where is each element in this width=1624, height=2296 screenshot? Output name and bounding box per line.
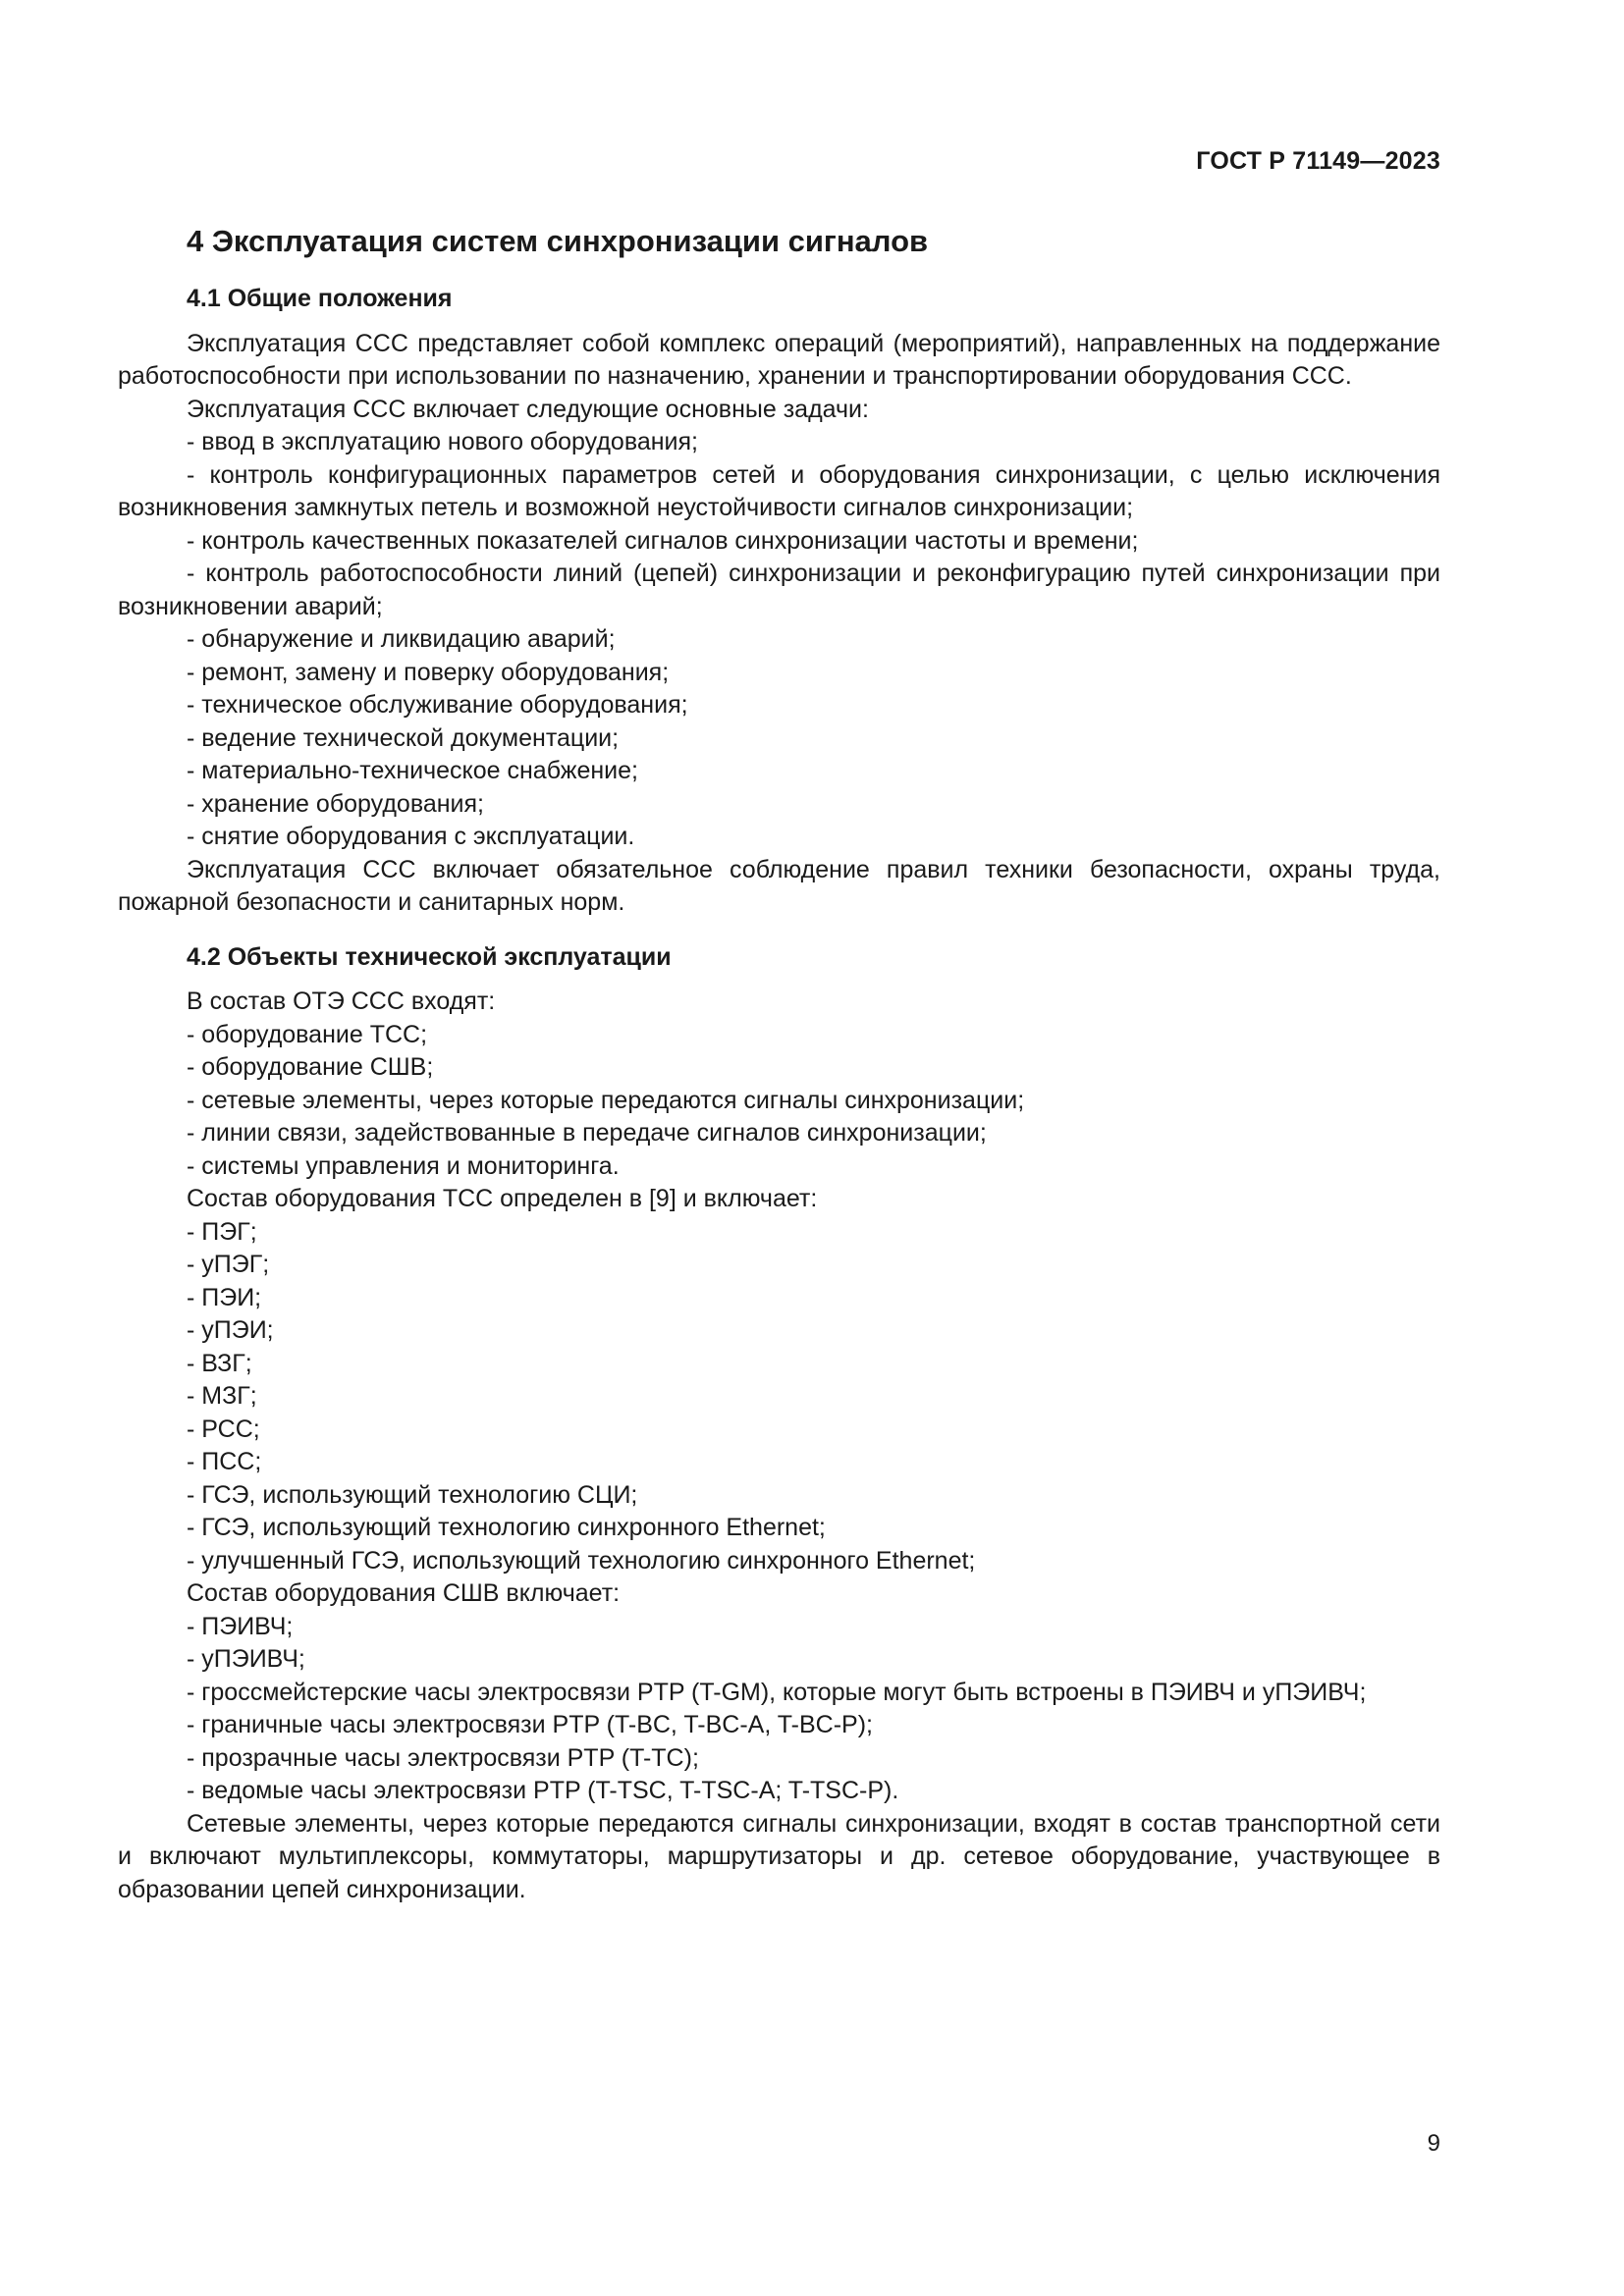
list-item: - ПЭГ; (187, 1217, 257, 1246)
list-item: - ведение технической документации; (187, 723, 620, 752)
list-item: - сетевые элементы, через которые передаются сигналы синхронизации; (187, 1086, 1025, 1114)
list-item: - оборудование СШВ; (187, 1053, 434, 1081)
paragraph: Эксплуатация ССС представляет собой комплекс операций (мероприятий), направленных на поддержание работоспособности при использовании по назначению, хранении и транспортировании оборудования ССС. (118, 329, 1440, 390)
paragraph: Сетевые элементы, через которые передаются сигналы синхронизации, входят в состав транспортной сети и включают мультиплексоры, коммутаторы, маршрутизаторы и др. сетевое оборудование, участвующее в образовании цепей синхронизации. (118, 1809, 1440, 1903)
list-item: - МЗГ; (187, 1382, 257, 1410)
paragraph: Эксплуатация ССС включает обязательное соблюдение правил техники безопасности, охраны труда, пожарной безопасности и санитарных норм. (118, 855, 1440, 916)
list-item: - ГСЭ, использующий технологию синхронного Ethernet; (187, 1514, 826, 1541)
section-4-2-title: 4.2 Объекты технической эксплуатации (187, 942, 672, 971)
paragraph: Состав оборудования СШВ включает: (187, 1579, 621, 1607)
list-item: - хранение оборудования; (187, 789, 484, 818)
list-item: - контроль конфигурационных параметров сетей и оборудования синхронизации, с целью исключения возникновения замкнутых петель и возможной неустойчивости сигналов синхронизации; (118, 460, 1440, 521)
paragraph: В состав ОТЭ ССС входят: (187, 988, 496, 1015)
list-item: - ВЗГ; (187, 1349, 252, 1377)
list-item: - ввод в эксплуатацию нового оборудования; (187, 428, 698, 455)
list-item: - РСС; (187, 1415, 260, 1443)
list-item: - системы управления и мониторинга. (187, 1151, 620, 1180)
list-item: - улучшенный ГСЭ, использующий технологию синхронного Ethernet; (187, 1546, 976, 1575)
list-item: - ГСЭ, использующий технологию СЦИ; (187, 1480, 638, 1509)
section-4-title: 4 Эксплуатация систем синхронизации сигналов (187, 224, 929, 258)
list-item: - гроссмейстерские часы электросвязи PTP (T-GM), которые могут быть встроены в ПЭИВЧ и уПЭИВЧ; (187, 1678, 1367, 1706)
list-item: - обнаружение и ликвидацию аварий; (187, 625, 616, 653)
section-4-1-title: 4.1 Общие положения (187, 285, 453, 312)
list-item: - ремонт, замену и поверку оборудования; (187, 658, 670, 686)
paragraph: Эксплуатация ССС включает следующие основные задачи: (187, 395, 869, 423)
list-item: - ПЭИВЧ; (187, 1612, 294, 1640)
list-item: - уПЭИВЧ; (187, 1645, 305, 1673)
list-item: - уПЭИ; (187, 1316, 274, 1344)
page-content (118, 222, 1440, 1906)
list-item: - прозрачные часы электросвязи PTP (T-TC); (187, 1743, 699, 1772)
list-item: - оборудование ТСС; (187, 1020, 428, 1048)
list-item: - ПЭИ; (187, 1283, 262, 1311)
list-item: - материально-техническое снабжение; (187, 757, 638, 784)
list-item: - контроль качественных показателей сигналов синхронизации частоты и времени; (187, 526, 1139, 555)
document-code: ГОСТ Р 71149—2023 (1196, 147, 1440, 175)
list-item: - граничные часы электросвязи PTP (T-BC, T-BC-A, T-BC-P); (187, 1711, 873, 1738)
list-item: - линии связи, задействованные в передаче сигналов синхронизации; (187, 1119, 987, 1147)
paragraph: Состав оборудования ТСС определен в [9] и включает: (187, 1185, 818, 1212)
list-item: - уПЭГ; (187, 1251, 270, 1278)
page-number: 9 (1427, 2130, 1440, 2157)
list-item: - ведомые часы электросвязи PTP (T-TSC, T-TSC-A; T-TSC-P). (187, 1777, 899, 1804)
list-item: - техническое обслуживание оборудования; (187, 691, 688, 719)
list-item: - ПСС; (187, 1448, 262, 1475)
list-item: - контроль работоспособности линий (цепей) синхронизации и реконфигурацию путей синхронизации при возникновении аварий; (118, 560, 1440, 620)
list-item: - снятие оборудования с эксплуатации. (187, 823, 635, 850)
